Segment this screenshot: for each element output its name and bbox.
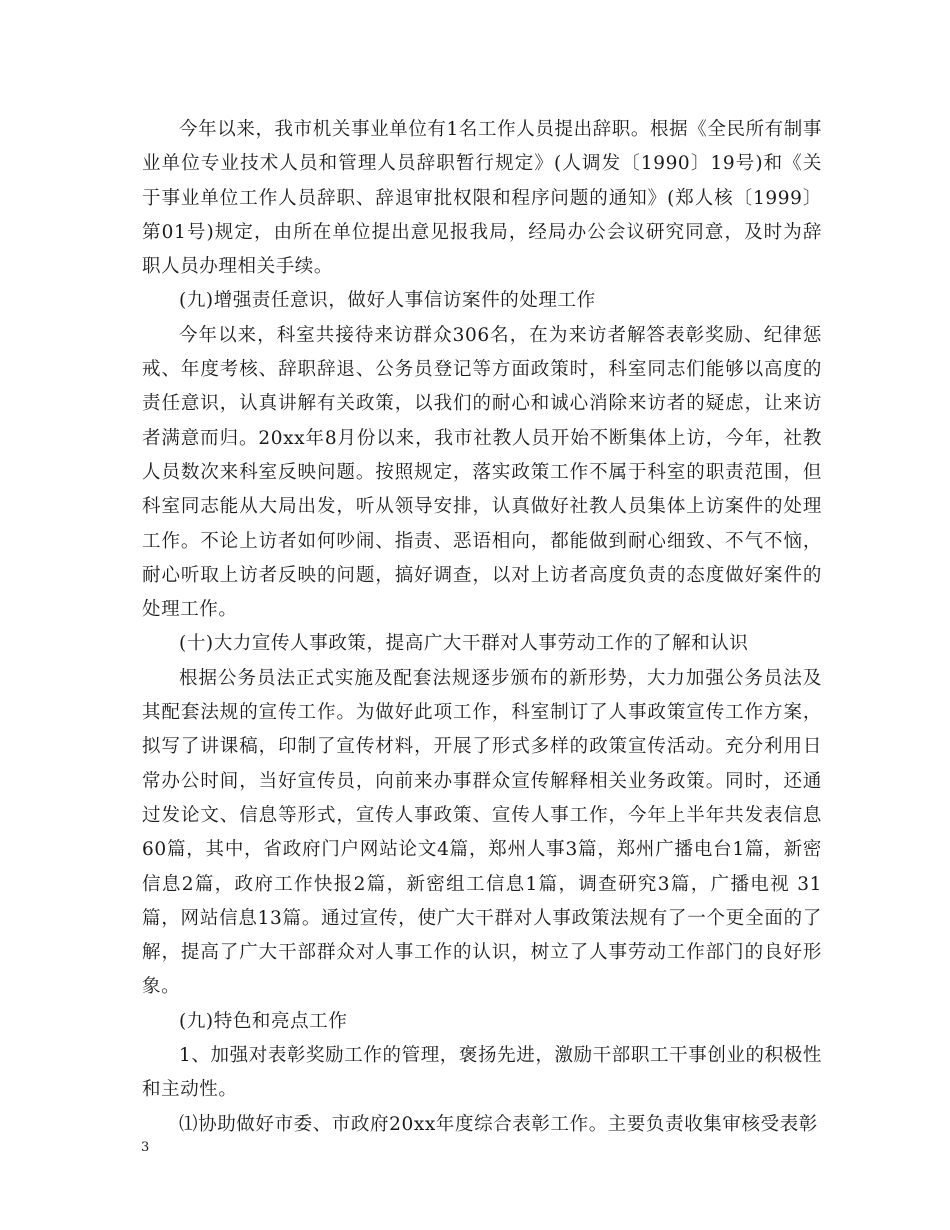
paragraph-petition: 今年以来，科室共接待来访群众306名，在为来访者解答表彰奖励、纪律惩戒、年度考核、辞职辞退、公务员登记等方面政策时，科室同志们能够以高度的责任意识，认真讲解有关政策，以我们的耐心和诚心消除来访者的疑虑，让来访者满意而归。20xx年8月份以来，我市社教人员开始不断集体上访，今年，社教人员数次来科室反映问题。按照规定，落实政策工作不属于科室的职责范围，但科室同志能从大局出发，听从领导安排，认真做好社教人员集体上访案件的处理工作。不论上访者如何吵闹、指责、恶语相向，都能做到耐心细致、不气不恼，耐心听取上访者反映的问题，搞好调查，以对上访者高度负责的态度做好案件的处理工作。	[142, 324, 822, 621]
document-body	[142, 113, 822, 1142]
section-heading-petition: (九)增强责任意识，做好人事信访案件的处理工作	[179, 290, 596, 312]
section-heading-highlights: (九)特色和亮点工作	[179, 1010, 348, 1032]
paragraph-resignation: 今年以来，我市机关事业单位有1名工作人员提出辞职。根据《全民所有制事业单位专业技术人员和管理人员辞职暂行规定》(人调发〔1990〕19号)和《关于事业单位工作人员辞职、辞退审批权限和程序问题的通知》(郑人核〔1999〕第01号)规定，由所在单位提出意见报我局，经局办公会议研究同意，及时为辞职人员办理相关手续。	[142, 119, 822, 278]
paragraph-commendation: 1、加强对表彰奖励工作的管理，褒扬先进，激励干部职工干事创业的积极性和主动性。	[142, 1045, 822, 1101]
paragraph-assist-commendation: ⑴协助做好市委、市政府20xx年度综合表彰工作。主要负责收集审核受表彰	[179, 1113, 818, 1135]
section-heading-publicity: (十)大力宣传人事政策，提高广大干群对人事劳动工作的了解和认识	[179, 633, 749, 655]
page-number: 3	[141, 1140, 150, 1155]
paragraph-publicity: 根据公务员法正式实施及配套法规逐步颁布的新形势，大力加强公务员法及其配套法规的宣传工作。为做好此项工作，科室制订了人事政策宣传工作方案，拟写了讲课稿，印制了宣传材料，开展了形式多样的政策宣传活动。充分利用日常办公时间，当好宣传员，向前来办事群众宣传解释相关业务政策。同时，还通过发论文、信息等形式，宣传人事政策、宣传人事工作，今年上半年共发表信息60篇，其中，省政府门户网站论文4篇，郑州人事3篇，郑州广播电台1篇，新密信息2篇，政府工作快报2篇，新密组工信息1篇，调查研究3篇，广播电视 31篇，网站信息13篇。通过宣传，使广大干群对人事政策法规有了一个更全面的了解，提高了广大干部群众对人事工作的认识，树立了人事劳动工作部门的良好形象。	[142, 667, 822, 998]
